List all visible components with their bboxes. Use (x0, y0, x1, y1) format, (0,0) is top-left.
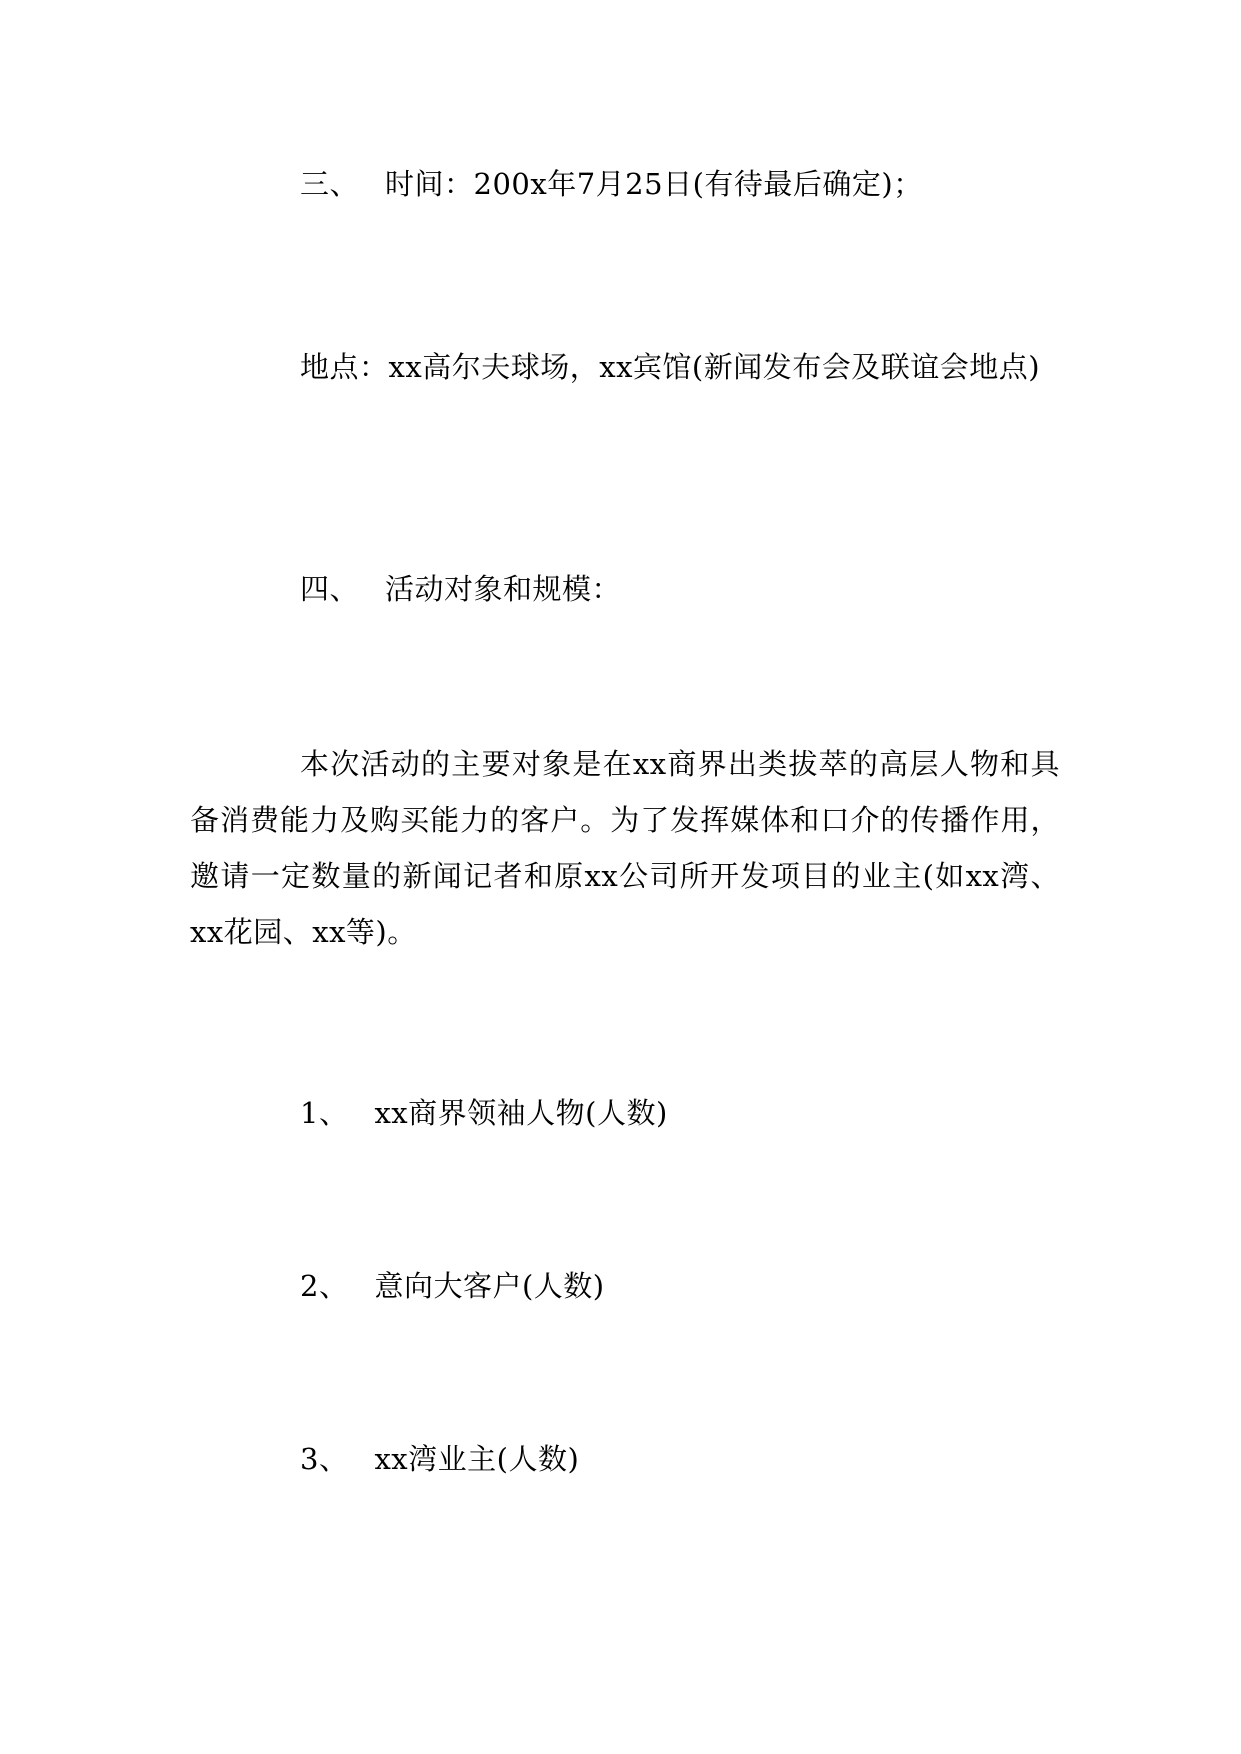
intro-paragraph: 本次活动的主要对象是在xx商界出类拔萃的高层人物和具备消费能力及购买能力的客户。为了发挥媒体和口介的传播作用，邀请一定数量的新闻记者和原xx公司所开发项目的业主(如xx湾、xx花园、xx等)。 (190, 747, 1060, 949)
list-item-number: 3、 (300, 1442, 349, 1476)
list-item-number: 1、 (300, 1096, 349, 1130)
section-3-number: 三、 (300, 167, 360, 201)
section-4-heading (300, 570, 621, 608)
list-item (300, 1094, 668, 1132)
list-item-text: xx商界领袖人物(人数) (374, 1096, 668, 1130)
list-item-number: 2、 (300, 1269, 349, 1303)
section-3-text: 时间：200x年7月25日(有待最后确定)； (385, 167, 923, 201)
list-item-text: xx湾业主(人数) (374, 1442, 580, 1476)
list-item (300, 1267, 605, 1305)
list-item (300, 1440, 579, 1478)
section-4-text: 活动对象和规模： (385, 572, 622, 606)
location-paragraph: 地点：xx高尔夫球场，xx宾馆(新闻发布会及联谊会地点) (300, 350, 1041, 384)
section-4-number: 四、 (300, 572, 360, 606)
list-item-text: 意向大客户(人数) (374, 1269, 605, 1303)
section-3-heading (300, 165, 923, 203)
